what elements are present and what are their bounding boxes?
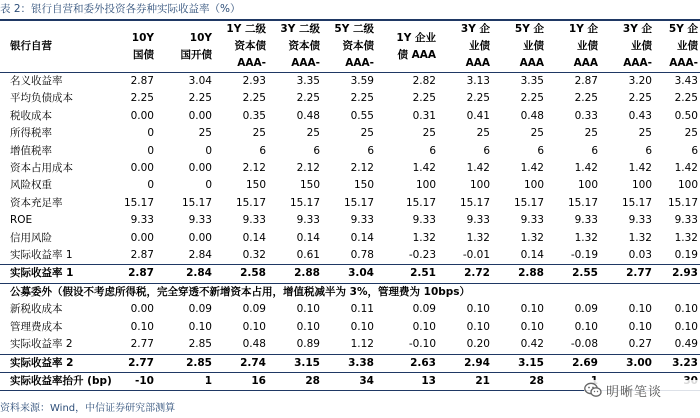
table-cell: 1.12 xyxy=(350,338,374,351)
table-cell: 6 xyxy=(483,144,490,157)
table-cell: 2.25 xyxy=(466,92,490,105)
table-cell: 2.77 xyxy=(130,338,154,351)
table-cell: 2.51 xyxy=(376,265,438,283)
table-cell: 3.20 xyxy=(628,75,652,87)
table-cell: 0.49 xyxy=(674,338,698,351)
table-cell: 0.27 xyxy=(628,338,652,351)
column-header-line: AAA- xyxy=(669,57,698,69)
column-header-line: 业债 xyxy=(469,40,490,52)
table-cell: 150 xyxy=(353,179,374,192)
table-cell: -0.23 xyxy=(408,249,436,262)
column-header-line: AAA xyxy=(573,57,598,69)
table-cell: 0.41 xyxy=(466,109,490,122)
table-cell: 15.17 xyxy=(567,196,598,209)
column-header-line: 债 AAA xyxy=(397,48,436,61)
table-cell: 15.17 xyxy=(123,196,154,209)
table-cell: 0.10 xyxy=(242,320,266,333)
table-row xyxy=(0,73,700,91)
table-cell: 0.61 xyxy=(296,249,320,262)
column-header-line: 业债 xyxy=(677,40,698,52)
table-cell: 6 xyxy=(537,144,544,157)
table-cell: 2.93 xyxy=(654,265,700,283)
table-cell: 0.09 xyxy=(242,303,266,316)
wechat-icon xyxy=(584,382,602,398)
table-cell: 1.42 xyxy=(412,162,436,175)
table-cell: 3.04 xyxy=(188,75,212,87)
table-row xyxy=(0,230,700,247)
table-cell: 3.43 xyxy=(674,75,698,87)
table-row xyxy=(0,247,700,265)
table-cell: 0.19 xyxy=(674,249,698,262)
table-cell: 25 xyxy=(584,127,598,140)
table-row xyxy=(0,90,700,107)
table-cell: 2.69 xyxy=(546,354,600,372)
table-row xyxy=(0,301,700,318)
table-cell: 150 xyxy=(299,179,320,192)
table-cell: 2.25 xyxy=(242,92,266,105)
column-header-line: 1Y 二级 xyxy=(226,23,266,35)
table-cell: 2.25 xyxy=(574,92,598,105)
table-cell: 0.00 xyxy=(130,303,154,316)
table-cell: 2.88 xyxy=(268,265,322,283)
table-cell: 0.33 xyxy=(574,109,598,122)
table-cell: 0.10 xyxy=(520,320,544,333)
column-header-line: 5Y 二级 xyxy=(334,23,374,35)
table-cell: 3.13 xyxy=(466,75,490,87)
table-cell: 0.00 xyxy=(188,231,212,244)
table-body xyxy=(0,73,700,391)
table-row xyxy=(0,336,700,354)
table-cell: 0.78 xyxy=(350,249,374,262)
column-header xyxy=(156,21,214,73)
table-cell: 25 xyxy=(684,127,698,140)
table-row xyxy=(0,125,700,142)
table-cell: 2.25 xyxy=(188,92,212,105)
column-header-line: AAA- xyxy=(291,57,320,69)
column-header-line: 5Y 企 xyxy=(514,23,544,35)
column-header xyxy=(376,21,438,73)
row-label: 实际收益率 1 xyxy=(0,265,92,283)
column-header xyxy=(546,21,600,73)
table-cell: 0.00 xyxy=(188,109,212,122)
table-cell: 3.59 xyxy=(350,75,374,87)
table-cell: 6 xyxy=(429,144,436,157)
table-cell: 6 xyxy=(259,144,266,157)
table-cell: 3.00 xyxy=(600,354,654,372)
table-cell: 3.15 xyxy=(492,354,546,372)
column-header-line: 国开债 xyxy=(180,48,212,61)
column-header-line: 资本债 xyxy=(234,40,266,52)
table-row xyxy=(0,143,700,160)
column-header-line: AAA- xyxy=(237,57,266,69)
table-cell: 0.00 xyxy=(188,162,212,175)
table-cell: 0.10 xyxy=(188,320,212,333)
table-cell: 2.25 xyxy=(296,92,320,105)
table-row xyxy=(0,195,700,212)
table-cell: -0.10 xyxy=(408,338,436,351)
table-cell: 25 xyxy=(422,127,436,140)
table-row xyxy=(0,177,700,194)
table-cell: 2.72 xyxy=(438,265,492,283)
table-cell: 2.58 xyxy=(214,265,268,283)
table-cell: 1 xyxy=(156,372,214,390)
column-header-line: 资本债 xyxy=(342,40,374,52)
table-cell: 0.14 xyxy=(520,249,544,262)
table-cell: 25 xyxy=(638,127,652,140)
row-label: 资本占用成本 xyxy=(10,162,73,175)
table-cell: 2.55 xyxy=(546,265,600,283)
table-cell: 21 xyxy=(438,372,492,390)
table-cell: 9.33 xyxy=(520,214,544,227)
column-header-line: 3Y 二级 xyxy=(280,23,320,35)
watermark xyxy=(584,380,700,400)
table-cell: 28 xyxy=(492,372,546,390)
column-header-line: 资本债 xyxy=(288,40,320,52)
table-cell: 9.33 xyxy=(242,214,266,227)
table-cell: 0.00 xyxy=(130,162,154,175)
row-label: 所得税率 xyxy=(10,127,52,140)
table-cell: 0.09 xyxy=(574,303,598,316)
table-cell: -0.19 xyxy=(570,249,598,262)
table-cell: 2.25 xyxy=(130,92,154,105)
table-cell: 1.32 xyxy=(520,231,544,244)
table-cell: 0.10 xyxy=(628,303,652,316)
header-row-label xyxy=(0,21,92,73)
table-cell: 100 xyxy=(677,179,698,192)
column-header-line: 国债 xyxy=(133,48,154,61)
row-label: 风险权重 xyxy=(10,179,52,192)
table-cell: 100 xyxy=(631,179,652,192)
table-cell: 1.42 xyxy=(466,162,490,175)
table-row xyxy=(0,319,700,336)
table-cell: 2.25 xyxy=(350,92,374,105)
table-cell: 0.32 xyxy=(242,249,266,262)
table-cell: 6 xyxy=(367,144,374,157)
row-label: 新税收成本 xyxy=(10,303,63,316)
table-cell: 15.17 xyxy=(667,196,698,209)
table-cell: 28 xyxy=(268,372,322,390)
table-cell: 9.33 xyxy=(412,214,436,227)
table-cell: 0.48 xyxy=(242,338,266,351)
table-cell: 3.35 xyxy=(520,75,544,87)
column-header xyxy=(322,21,376,73)
table-cell: 6 xyxy=(691,144,698,157)
table-cell: 0.48 xyxy=(296,109,320,122)
table-cell: 9.33 xyxy=(350,214,374,227)
table-cell: 16 xyxy=(214,372,268,390)
table-cell: 2.94 xyxy=(438,354,492,372)
table-cell: 25 xyxy=(360,127,374,140)
table-cell: 0 xyxy=(147,179,154,192)
row-label: 信用风险 xyxy=(10,231,52,244)
table-cell: 2.82 xyxy=(412,75,436,87)
table-cell: 2.93 xyxy=(242,75,266,87)
table-cell: 1.32 xyxy=(674,231,698,244)
table-row xyxy=(0,354,700,372)
table-row xyxy=(0,108,700,125)
table-cell: 6 xyxy=(645,144,652,157)
column-header-line: 业债 xyxy=(631,40,652,52)
table-cell: 2.87 xyxy=(574,75,598,87)
column-header xyxy=(438,21,492,73)
table-cell: 0 xyxy=(205,144,212,157)
row-label: 管理费成本 xyxy=(10,320,63,333)
table-cell: 100 xyxy=(523,179,544,192)
row-label: 实际收益率 2 xyxy=(10,338,73,351)
table-cell: 15.17 xyxy=(621,196,652,209)
table-cell: 9.33 xyxy=(674,214,698,227)
column-header-line: 3Y 企 xyxy=(460,23,490,35)
table-cell: 0.10 xyxy=(520,303,544,316)
table-cell: 1.42 xyxy=(628,162,652,175)
table-cell: 2.84 xyxy=(156,265,214,283)
table-cell: 1.32 xyxy=(574,231,598,244)
table-cell: 0 xyxy=(147,144,154,157)
table-cell: 2.25 xyxy=(520,92,544,105)
row-label: 税收成本 xyxy=(10,109,52,122)
table-cell: 9.33 xyxy=(130,214,154,227)
table-cell: 0.00 xyxy=(130,231,154,244)
table-cell: 0.10 xyxy=(674,303,698,316)
column-header xyxy=(92,21,156,73)
table-row xyxy=(0,265,700,283)
table-cell: 0.10 xyxy=(130,320,154,333)
table-cell: 2.12 xyxy=(296,162,320,175)
table-cell: 2.25 xyxy=(412,92,436,105)
table-cell: 0.31 xyxy=(412,109,436,122)
table-cell: 15.17 xyxy=(343,196,374,209)
table-cell: 2.12 xyxy=(242,162,266,175)
table-cell: 2.85 xyxy=(156,354,214,372)
table-cell: 1.32 xyxy=(466,231,490,244)
table-header xyxy=(0,21,700,73)
table-cell: 2.87 xyxy=(92,265,156,283)
table-cell: 1.42 xyxy=(674,162,698,175)
table-cell: 2.87 xyxy=(130,75,154,87)
column-header-line: 业债 xyxy=(523,40,544,52)
table-cell: -0.08 xyxy=(570,338,598,351)
table-cell: 9.33 xyxy=(188,214,212,227)
table-caption: 表 2：银行自营和委外投资各券种实际收益率（%） xyxy=(0,3,241,15)
column-header-line: 10Y xyxy=(131,31,154,44)
table-cell: 2.12 xyxy=(350,162,374,175)
table-cell: 25 xyxy=(252,127,266,140)
table-cell: 3.38 xyxy=(322,354,376,372)
table-cell: 15.17 xyxy=(513,196,544,209)
table-row xyxy=(0,160,700,177)
table-cell: 0 xyxy=(205,179,212,192)
table-cell: 0 xyxy=(147,127,154,140)
row-label: 平均负债成本 xyxy=(10,92,73,105)
table-cell: 0.09 xyxy=(412,303,436,316)
table-cell: 3.15 xyxy=(268,354,322,372)
watermark-text: 明晰笔谈 xyxy=(606,384,663,400)
column-header-line: AAA xyxy=(465,57,490,69)
source-note: 资料来源：Wind，中信证券研究部测算 xyxy=(0,403,176,414)
table-cell: 150 xyxy=(245,179,266,192)
table-cell: 0.10 xyxy=(628,320,652,333)
table-cell: 0.10 xyxy=(350,320,374,333)
table-cell: 2.25 xyxy=(628,92,652,105)
yield-table xyxy=(0,21,700,391)
table-cell: 0.42 xyxy=(520,338,544,351)
row-label: ROE xyxy=(10,214,33,227)
table-cell: 2.74 xyxy=(214,354,268,372)
table-cell: 1.42 xyxy=(574,162,598,175)
table-cell: 0.43 xyxy=(628,109,652,122)
table-cell: 6 xyxy=(313,144,320,157)
column-header-line: AAA- xyxy=(345,57,374,69)
table-cell: 3.04 xyxy=(322,265,376,283)
table-row xyxy=(0,212,700,229)
column-header-line: 10Y xyxy=(189,31,212,44)
table-cell: 9.33 xyxy=(466,214,490,227)
table-cell: 2.87 xyxy=(130,249,154,262)
table-cell: 0.03 xyxy=(628,249,652,262)
table-cell: 0.20 xyxy=(466,338,490,351)
table-cell: 0.10 xyxy=(296,320,320,333)
column-header xyxy=(268,21,322,73)
table-cell: 15.17 xyxy=(235,196,266,209)
table-cell: 0.10 xyxy=(466,320,490,333)
table-cell: 25 xyxy=(530,127,544,140)
table-cell: 6 xyxy=(591,144,598,157)
table-cell: 1.32 xyxy=(628,231,652,244)
column-header xyxy=(600,21,654,73)
table-cell: 1.32 xyxy=(412,231,436,244)
table-cell: 25 xyxy=(198,127,212,140)
table-cell: 0.48 xyxy=(520,109,544,122)
table-cell: 3.23 xyxy=(654,354,700,372)
table-cell: 15.17 xyxy=(459,196,490,209)
table-cell: 0.55 xyxy=(350,109,374,122)
table-cell: 25 xyxy=(306,127,320,140)
table-cell: 13 xyxy=(376,372,438,390)
table-cell: 2.77 xyxy=(600,265,654,283)
table-cell: 15.17 xyxy=(181,196,212,209)
table-cell: -0.01 xyxy=(462,249,490,262)
table-cell: 0.89 xyxy=(296,338,320,351)
row-label: 实际收益率抬升 (bp) xyxy=(0,372,92,390)
table-cell: 9.33 xyxy=(628,214,652,227)
table-cell: 2.84 xyxy=(188,249,212,262)
column-header-line: 业债 xyxy=(577,40,598,52)
section-row xyxy=(0,283,700,301)
column-header-line: AAA- xyxy=(623,57,652,69)
table-cell: 9.33 xyxy=(574,214,598,227)
table-cell: 0.14 xyxy=(350,231,374,244)
table-cell: 0.10 xyxy=(574,320,598,333)
table-cell: 2.77 xyxy=(92,354,156,372)
table-cell: 0.14 xyxy=(242,231,266,244)
table-cell: 15.17 xyxy=(289,196,320,209)
row-label: 资本充足率 xyxy=(10,196,63,209)
column-header xyxy=(214,21,268,73)
column-header xyxy=(492,21,546,73)
row-label: 实际收益率 1 xyxy=(10,249,73,262)
table-cell: 34 xyxy=(322,372,376,390)
table-cell: 0.14 xyxy=(296,231,320,244)
table-cell: 0.09 xyxy=(188,303,212,316)
table-cell: 0.10 xyxy=(674,320,698,333)
table-cell: 2.88 xyxy=(492,265,546,283)
table-cell: 3.35 xyxy=(296,75,320,87)
table-cell: 25 xyxy=(476,127,490,140)
table-cell: 0.11 xyxy=(350,303,374,316)
table-cell: 2.25 xyxy=(674,92,698,105)
table-cell: 0.10 xyxy=(296,303,320,316)
table-cell: 100 xyxy=(577,179,598,192)
table-cell: 100 xyxy=(469,179,490,192)
table-cell: 0.00 xyxy=(130,109,154,122)
column-header-line: 1Y 企 xyxy=(568,23,598,35)
table-cell: 0.35 xyxy=(242,109,266,122)
row-label: 实际收益率 2 xyxy=(0,354,92,372)
table-cell: 0.10 xyxy=(412,320,436,333)
table-cell: 0.50 xyxy=(674,109,698,122)
row-label: 名义收益率 xyxy=(10,75,63,87)
section-title: 公募委外（假设不考虑所得税，完全穿透不新增资本占用，增值税减半为 3%，管理费为 10bps） xyxy=(0,283,700,301)
column-header-line: 1Y 企业 xyxy=(396,31,436,44)
column-header-line: 银行自营 xyxy=(10,40,52,52)
column-header-line: AAA xyxy=(519,57,544,69)
column-header xyxy=(654,21,700,73)
table-cell: 9.33 xyxy=(296,214,320,227)
table-cell: 1.42 xyxy=(520,162,544,175)
table-cell: 100 xyxy=(415,179,436,192)
table-cell: -10 xyxy=(92,372,156,390)
table-cell: 2.85 xyxy=(188,338,212,351)
column-header-line: 5Y 企 xyxy=(668,23,698,35)
table-cell: 0.10 xyxy=(466,303,490,316)
table-cell: 2.63 xyxy=(376,354,438,372)
column-header-line: 3Y 企 xyxy=(622,23,652,35)
row-label: 增值税率 xyxy=(10,144,52,157)
table-cell: 15.17 xyxy=(405,196,436,209)
